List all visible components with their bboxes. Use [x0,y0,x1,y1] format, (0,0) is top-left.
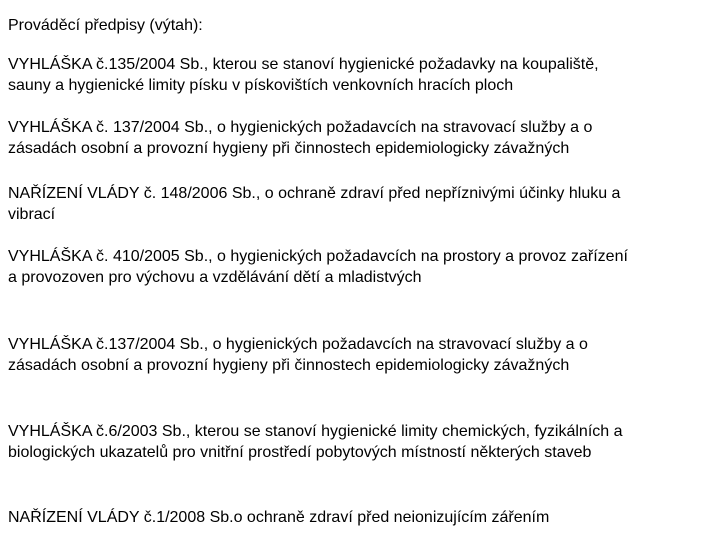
regulation-line: a provozoven pro výchovu a vzdělávání dětí a mladistvých [8,269,422,286]
regulation-line: zásadách osobní a provozní hygieny při činnostech epidemiologicky závažných [8,140,570,157]
regulation-item [8,246,712,288]
regulation-line: VYHLÁŠKA č. 410/2005 Sb., o hygienických požadavcích na prostory a provoz zařízení [8,248,628,265]
regulation-item [8,183,712,225]
regulation-line: zásadách osobní a provozní hygieny při činnostech epidemiologicky závažných [8,357,570,374]
regulation-item [8,54,712,96]
regulation-item [8,507,712,528]
document-heading: Prováděcí předpisy (výtah): [8,17,203,34]
regulation-line: sauny a hygienické limity písku v pískovištích venkovních hracích ploch [8,77,514,94]
regulation-item [8,117,712,159]
regulation-line: vibrací [8,206,56,223]
regulation-line: NAŘÍZENÍ VLÁDY č. 148/2006 Sb., o ochraně zdraví před nepříznivými účinky hluku a [8,185,621,202]
regulation-item [8,334,712,376]
regulation-line: VYHLÁŠKA č. 137/2004 Sb., o hygienických požadavcích na stravovací služby a o [8,119,593,136]
regulation-line: VYHLÁŠKA č.135/2004 Sb., kterou se stanoví hygienické požadavky na koupaliště, [8,56,599,73]
regulation-line: NAŘÍZENÍ VLÁDY č.1/2008 Sb.o ochraně zdraví před neionizujícím zářením [8,509,550,526]
regulation-line: VYHLÁŠKA č.137/2004 Sb., o hygienických požadavcích na stravovací služby a o [8,336,588,353]
regulation-item [8,421,712,463]
regulation-line: biologických ukazatelů pro vnitřní prostředí pobytových místností některých staveb [8,444,592,461]
regulation-line: VYHLÁŠKA č.6/2003 Sb., kterou se stanoví hygienické limity chemických, fyzikálních a [8,423,623,440]
